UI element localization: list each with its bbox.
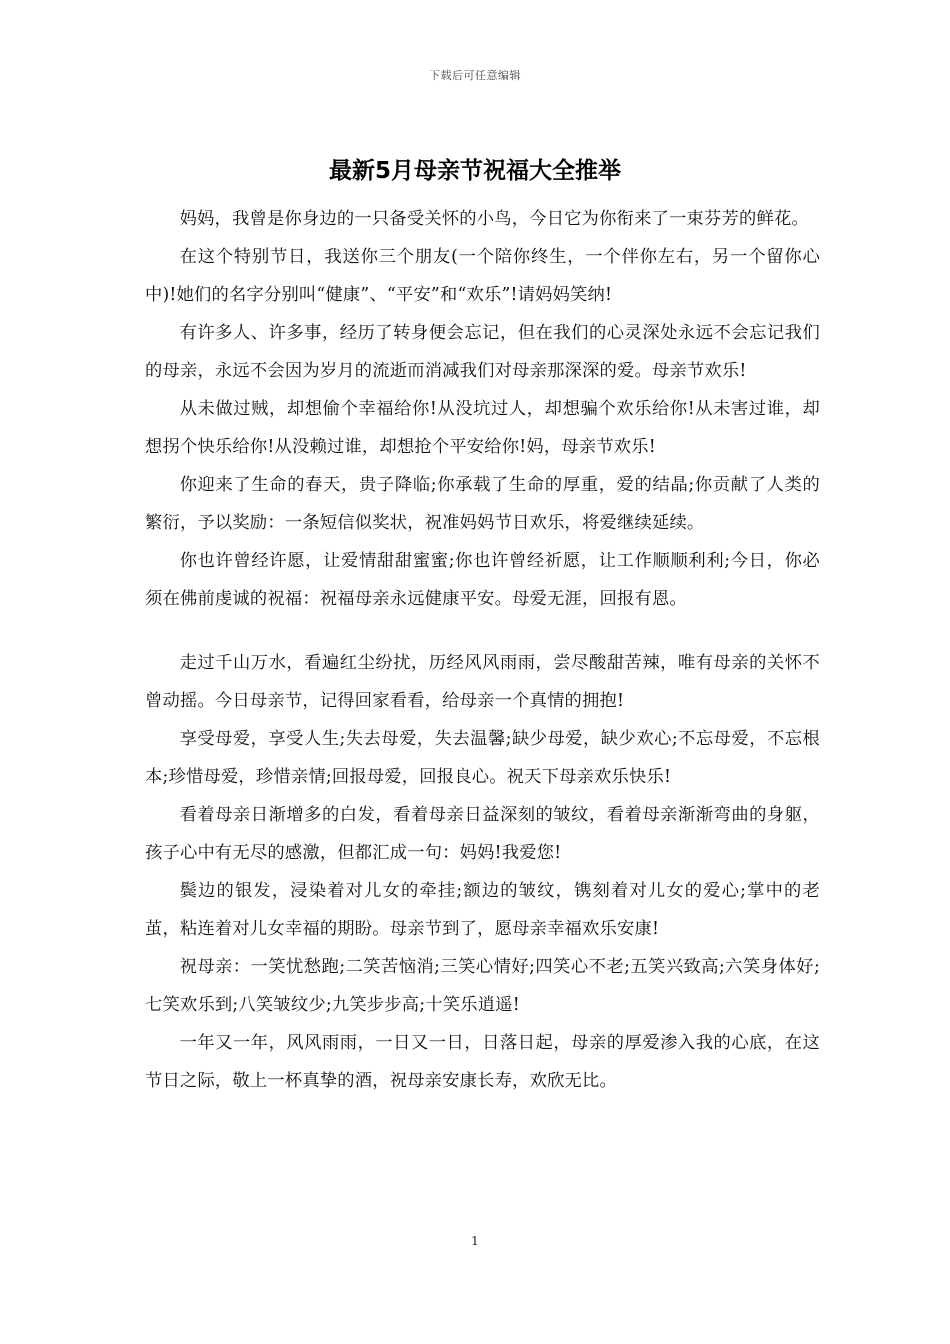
paragraph-10: 鬓边的银发，浸染着对儿女的牵挂;额边的皱纹，镌刻着对儿女的爱心;掌中的老茧，粘连着对儿女幸福的期盼。母亲节到了，愿母亲幸福欢乐安康!: [145, 881, 820, 939]
paragraph-4: 从未做过贼，却想偷个幸福给你!从没坑过人，却想骗个欢乐给你!从未害过谁，却想拐个快乐给你!从没赖过谁，却想抢个平安给你!妈，母亲节欢乐!: [145, 399, 820, 457]
paragraph-6: 你也许曾经许愿，让爱情甜甜蜜蜜;你也许曾经祈愿，让工作顺顺利利;今日，你必须在佛前虔诚的祝福：祝福母亲永远健康平安。母爱无涯，回报有恩。: [145, 551, 820, 609]
header-note: 下载后可任意编辑: [429, 69, 521, 82]
paragraph-1: 妈妈，我曾是你身边的一只备受关怀的小鸟，今日它为你衔来了一束芬芳的鲜花。: [179, 209, 809, 229]
document-body: [145, 200, 820, 1100]
page-number: 1: [471, 1234, 479, 1248]
paragraph-8: 享受母爱，享受人生;失去母爱，失去温馨;缺少母爱，缺少欢心;不忘母爱，不忘根本;珍惜母爱，珍惜亲情;回报母爱，回报良心。祝天下母亲欢乐快乐!: [145, 729, 820, 787]
document-title: 最新5月母亲节祝福大全推举: [328, 158, 621, 184]
paragraph-9: 看着母亲日渐增多的白发，看着母亲日益深刻的皱纹，看着母亲渐渐弯曲的身躯，孩子心中有无尽的感激，但都汇成一句：妈妈!我爱您!: [145, 805, 820, 863]
paragraph-5: 你迎来了生命的春天，贵子降临;你承载了生命的厚重，爱的结晶;你贡献了人类的繁衍，予以奖励：一条短信似奖状，祝准妈妈节日欢乐，将爱继续延续。: [145, 475, 820, 533]
paragraph-11: 祝母亲：一笑忧愁跑;二笑苦恼消;三笑心情好;四笑心不老;五笑兴致高;六笑身体好;七笑欢乐到;八笑皱纹少;九笑步步高;十笑乐逍遥!: [145, 957, 820, 1015]
paragraph-3: 有许多人、许多事，经历了转身便会忘记，但在我们的心灵深处永远不会忘记我们的母亲，永远不会因为岁月的流逝而消减我们对母亲那深深的爱。母亲节欢乐!: [145, 323, 820, 381]
paragraph-7: 走过千山万水，看遍红尘纷扰，历经风风雨雨，尝尽酸甜苦辣，唯有母亲的关怀不曾动摇。今日母亲节，记得回家看看，给母亲一个真情的拥抱!: [145, 653, 820, 711]
paragraph-12: 一年又一年，风风雨雨，一日又一日，日落日起，母亲的厚爱渗入我的心底，在这节日之际，敬上一杯真挚的酒，祝母亲安康长寿，欢欣无比。: [145, 1033, 820, 1091]
paragraph-2: 在这个特别节日，我送你三个朋友(一个陪你终生，一个伴你左右，另一个留你心中)!她们的名字分别叫“健康”、“平安”和“欢乐”!请妈妈笑纳!: [145, 247, 820, 305]
